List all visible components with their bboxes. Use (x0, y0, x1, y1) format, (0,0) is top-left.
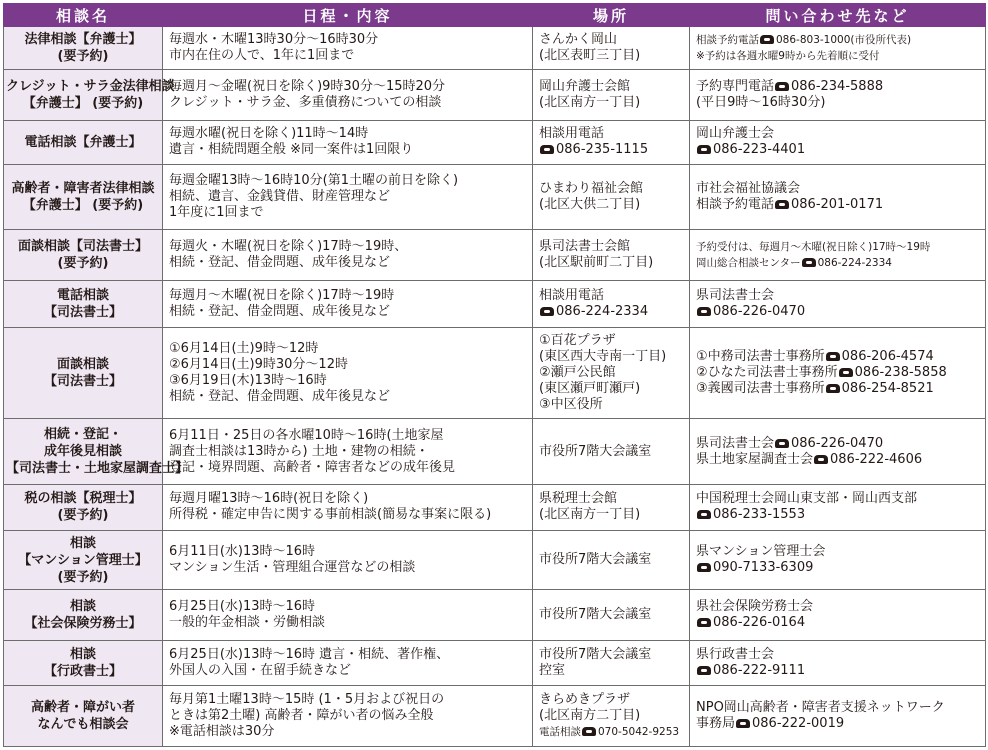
schedule-line: ②6月14日(土)9時30分〜12時 (169, 357, 348, 373)
place-line (539, 142, 683, 158)
place-cell (533, 165, 690, 230)
name-cell (4, 419, 189, 484)
schedule-line: 市内在住の人で、1年に1回まで (169, 47, 355, 63)
phone-number: 070-5042-9253 (598, 725, 680, 738)
place-line: 県税理士会館 (539, 491, 618, 507)
contact-line (696, 663, 979, 679)
name-line: 成年後見相談 (43, 444, 122, 460)
place-line: ひまわり福祉会館 (539, 181, 644, 197)
name-line: 税の相談【税理士】 (24, 491, 142, 507)
place-cell (533, 327, 690, 419)
telephone-icon (582, 727, 596, 736)
contact-cell (690, 531, 986, 590)
place-line: 県司法書士会館 (539, 239, 631, 255)
schedule-line: 1年度に1回まで (169, 205, 264, 221)
contact-cell (690, 281, 986, 328)
name-line: 電話相談【弁護士】 (24, 134, 142, 150)
name-line: 【マンション管理士】 (18, 552, 148, 568)
name-line: 高齢者・障害者法律相談 (11, 181, 155, 197)
table-row (4, 641, 986, 686)
name-cell (4, 531, 163, 590)
telephone-icon (826, 384, 840, 393)
schedule-line: 毎週月〜木曜(祝日を除く)17時〜19時 (169, 288, 395, 304)
contact-line (696, 142, 979, 158)
phone-number: 086-254-8521 (841, 381, 934, 397)
table-row (4, 327, 986, 419)
name-line: 【弁護士】 (要予約) (22, 198, 144, 214)
place-line: 岡山弁護士会館 (539, 78, 631, 94)
name-line: 【司法書士・土地家屋調査士】 (6, 461, 189, 477)
phone-number: 086-222-0019 (752, 715, 845, 731)
name-cell (4, 165, 163, 230)
telephone-icon (802, 258, 816, 267)
contact-line-text: 中国税理士会岡山東支部・岡山西支部 (696, 491, 918, 507)
header-place: 場所 (533, 4, 690, 27)
table-body (4, 27, 986, 747)
schedule-cell (163, 165, 533, 230)
name-cell (4, 230, 163, 281)
contact-line (696, 716, 979, 732)
contact-line (696, 197, 979, 213)
schedule-cell (163, 27, 533, 70)
table-row (4, 120, 986, 165)
contact-line-text: 岡山総合相談センター (696, 257, 801, 270)
name-line: 相談 (69, 535, 96, 551)
name-cell (4, 120, 163, 165)
table-row (4, 590, 986, 641)
place-line (539, 304, 683, 320)
telephone-icon (775, 200, 789, 209)
name-line: 相続・登記・ (43, 427, 122, 443)
telephone-icon (736, 719, 750, 728)
contact-line-text: 県行政書士会 (696, 647, 775, 662)
phone-number: 086-226-0470 (791, 435, 884, 451)
schedule-line: 6月11日(水)13時〜16時 (169, 544, 316, 560)
phone-number: 086-206-4574 (841, 349, 934, 365)
schedule-line: マンション生活・管理組合運営などの相談 (169, 560, 416, 576)
contact-line (696, 349, 979, 365)
name-line: (要予約) (57, 48, 109, 64)
contact-cell (690, 27, 986, 70)
name-line: (要予約) (57, 256, 109, 272)
phone-number: 086-233-1553 (713, 507, 806, 523)
name-line: クレジット・サラ金法律相談 (6, 78, 175, 94)
place-cell (533, 69, 690, 120)
place-line (539, 126, 683, 142)
contact-line-text: 県土地家屋調査士会 (696, 451, 814, 467)
contact-line-text: ①中務司法書士事務所 (696, 349, 825, 365)
phone-number: 086-238-5858 (854, 365, 947, 381)
schedule-line: 相続・登記、借金問題、成年後見など (169, 304, 391, 320)
place-cell (533, 230, 690, 281)
contact-line-text: 相談予約電話 (696, 33, 759, 46)
schedule-line: 相続、遺言、金銭貸借、財産管理など (169, 189, 391, 205)
place-line: さんかく岡山 (539, 31, 618, 47)
place-line-text: 相談用電話 (539, 288, 605, 304)
table-row (4, 281, 986, 328)
contact-line-text: 予約受付は、毎週月〜木曜(祝日除く)17時〜19時 (696, 241, 931, 254)
place-line: 市役所7階大会議室 (539, 647, 652, 662)
table-row (4, 230, 986, 281)
place-line: ①百花プラザ (539, 333, 616, 349)
schedule-line: 毎週月曜13時〜16時(祝日を除く) (169, 491, 369, 507)
name-line: 電話相談 (56, 288, 109, 304)
place-line (539, 288, 683, 304)
phone-number: 086-226-0470 (713, 304, 806, 320)
name-line: 面談相談 (56, 357, 109, 373)
schedule-line: 毎週水・木曜13時30分〜16時30分 (169, 31, 379, 47)
contact-line (696, 79, 979, 95)
name-line: 法律相談【弁護士】 (24, 31, 142, 47)
contact-cell (690, 484, 986, 531)
schedule-cell (163, 120, 533, 165)
phone-number: 086-222-9111 (713, 663, 806, 678)
schedule-cell (163, 531, 533, 590)
schedule-line: 一般的年金相談・労働相談 (169, 615, 326, 631)
telephone-icon (839, 368, 853, 377)
place-line-text: 相談用電話 (539, 126, 605, 142)
telephone-icon (697, 307, 711, 316)
contact-cell (690, 685, 986, 746)
table-row (4, 27, 986, 70)
name-cell (4, 281, 163, 328)
schedule-cell (163, 69, 533, 120)
contact-line-text: 市社会福祉協議会 (696, 181, 801, 197)
contact-cell (690, 230, 986, 281)
schedule-line: 所得税・確定申告に関する事前相談(簡易な事案に限る) (169, 507, 492, 523)
schedule-line: 毎週月〜金曜(祝日を除く)9時30分〜15時20分 (169, 78, 446, 94)
phone-number: 086-222-4606 (830, 451, 923, 467)
schedule-line: 外国人の入国・在留手続きなど (169, 663, 352, 678)
contact-line-text: 事務局 (696, 715, 736, 731)
place-line: (東区西大寺南一丁目) (539, 349, 667, 365)
telephone-icon (775, 82, 789, 91)
phone-number: 086-223-4401 (713, 142, 806, 158)
name-cell (4, 27, 163, 70)
contact-line-text: 岡山弁護士会 (696, 126, 775, 142)
place-cell (533, 120, 690, 165)
table-row (4, 165, 986, 230)
contact-line-text: ③義國司法書士事務所 (696, 381, 825, 397)
schedule-line: 毎週水曜(祝日を除く)11時〜14時 (169, 126, 369, 142)
contact-line (696, 126, 979, 142)
table-row (4, 685, 986, 746)
contact-line-text: 県司法書士会 (696, 288, 775, 304)
schedule-line: 遺言・相続問題全般 ※同一案件は1回限り (169, 142, 414, 158)
name-cell (4, 685, 163, 746)
place-line (539, 708, 683, 724)
contact-line (696, 560, 979, 576)
contact-line-text: 相談予約電話 (696, 197, 775, 213)
place-cell (533, 27, 690, 70)
name-line: (要予約) (57, 569, 109, 585)
phone-number: 086-224-2334 (556, 304, 649, 320)
contact-line (696, 365, 979, 381)
header-contact: 問い合わせ先など (690, 4, 986, 27)
name-line: (要予約) (57, 508, 109, 524)
place-line: ②瀬戸公民館 (539, 365, 616, 381)
telephone-icon (760, 35, 774, 44)
name-line: 【行政書士】 (43, 664, 122, 679)
telephone-icon (697, 510, 711, 519)
place-cell (533, 641, 690, 686)
name-line: 面談相談【司法書士】 (17, 239, 148, 255)
contact-line (696, 48, 979, 64)
contact-line (696, 255, 979, 271)
name-cell (4, 590, 163, 641)
contact-line-text: 予約専門電話 (696, 78, 775, 94)
place-line-text: 電話相談 (539, 725, 581, 738)
contact-line-text: 県社会保険労務士会 (696, 599, 814, 615)
contact-line-text: ②ひなた司法書士事務所 (696, 365, 838, 381)
name-line: 【弁護士】 (要予約) (22, 95, 144, 111)
schedule-line: 毎月第1土曜13時〜15時 (1・5月および祝日の (169, 691, 445, 707)
place-line: 控室 (539, 663, 566, 678)
table-row (4, 69, 986, 120)
place-line (539, 724, 683, 740)
contact-line (696, 381, 979, 397)
name-line: なんでも相談会 (37, 716, 129, 732)
contact-cell (690, 69, 986, 120)
place-line: (北区南方一丁目) (539, 507, 641, 523)
contact-line (696, 491, 979, 507)
contact-line (696, 32, 979, 48)
header-name: 相談名 (4, 4, 163, 27)
place-cell (533, 484, 690, 531)
telephone-icon (697, 145, 711, 154)
schedule-line: ※電話相談は30分 (169, 723, 275, 739)
contact-line (696, 544, 979, 560)
name-cell (4, 484, 163, 531)
phone-number: 086-226-0164 (713, 615, 806, 631)
place-line: 市役所7階大会議室 (539, 443, 652, 459)
consultation-table (3, 3, 986, 747)
place-line: ③中区役所 (539, 397, 603, 413)
contact-line (696, 239, 979, 255)
phone-number: 086-234-5888 (791, 78, 884, 94)
telephone-icon (826, 352, 840, 361)
contact-cell (690, 165, 986, 230)
schedule-line: 毎週金曜13時〜16時10分(第1土曜の前日を除く) (169, 173, 459, 189)
schedule-line: ③6月19日(木)13時〜16時 (169, 373, 327, 389)
schedule-line: 調査士相談は13時から) 土地・建物の相続・ (169, 443, 429, 459)
telephone-icon (697, 666, 711, 675)
table-row (4, 419, 986, 484)
telephone-icon (814, 455, 828, 464)
schedule-line: 毎週火・木曜(祝日を除く)17時〜19時、 (169, 239, 408, 255)
contact-line (696, 288, 979, 304)
name-line: 相談 (69, 647, 96, 662)
name-cell (4, 327, 163, 419)
phone-number: 090-7133-6309 (713, 560, 814, 576)
place-line: (北区駅前町二丁目) (539, 255, 654, 271)
schedule-line: 6月11日・25日の各水曜10時〜16時(土地家屋 (169, 427, 444, 443)
place-line (539, 692, 683, 708)
contact-line-text: 県マンション管理士会 (696, 544, 826, 560)
table-header-row (4, 4, 986, 27)
contact-line (696, 647, 979, 663)
contact-cell (690, 590, 986, 641)
name-cell (4, 641, 163, 686)
table-row (4, 531, 986, 590)
name-line: 【司法書士】 (43, 374, 122, 390)
schedule-line: 相続・登記、借金問題、成年後見など (169, 389, 391, 405)
schedule-line: 6月25日(水)13時〜16時 遺言・相続、著作権、 (169, 647, 450, 662)
telephone-icon (697, 618, 711, 627)
contact-line (696, 181, 979, 197)
contact-line-text: (平日9時〜16時30分) (696, 94, 826, 110)
schedule-cell (163, 327, 533, 419)
schedule-line: 登記・境界問題、高齢者・障害者などの成年後見 (169, 459, 456, 475)
place-line: (北区表町三丁目) (539, 47, 641, 63)
table-row (4, 484, 986, 531)
contact-cell (690, 419, 986, 484)
place-cell (533, 531, 690, 590)
telephone-icon (540, 145, 554, 154)
contact-line (696, 700, 979, 716)
place-line: 市役所7階大会議室 (539, 552, 652, 568)
place-line-text: (北区南方二丁目) (539, 707, 641, 723)
schedule-line: 相続・登記、借金問題、成年後見など (169, 255, 391, 271)
contact-line (696, 304, 979, 320)
place-line: 市役所7階大会議室 (539, 607, 652, 623)
contact-line-text: 県司法書士会 (696, 435, 775, 451)
schedule-line: ①6月14日(土)9時〜12時 (169, 341, 319, 357)
schedule-cell (163, 230, 533, 281)
name-line: 高齢者・障がい者 (30, 699, 135, 715)
contact-line (696, 436, 979, 452)
place-line: (東区瀬戸町瀬戸) (539, 381, 641, 397)
place-cell (533, 281, 690, 328)
telephone-icon (540, 307, 554, 316)
telephone-icon (697, 563, 711, 572)
contact-line-text: ※予約は各週水曜9時から先着順に受付 (696, 49, 880, 62)
phone-number: 086-201-0171 (791, 197, 884, 213)
contact-line (696, 615, 979, 631)
telephone-icon (775, 439, 789, 448)
schedule-line: ときは第2土曜) 高齢者・障がい者の悩み全般 (169, 707, 434, 723)
place-line: (北区南方一丁目) (539, 94, 641, 110)
name-cell (4, 69, 175, 120)
name-line: 相談 (69, 599, 96, 615)
contact-line-text: NPO岡山高齢者・障害者支援ネットワーク (696, 699, 945, 715)
phone-number: 086-235-1115 (556, 142, 649, 158)
schedule-cell (163, 590, 533, 641)
contact-line (696, 507, 979, 523)
phone-number: 086-224-2334 (817, 257, 892, 270)
contact-cell (690, 641, 986, 686)
place-line: (北区大供二丁目) (539, 197, 641, 213)
phone-number: 086-803-1000(市役所代表) (776, 33, 912, 46)
place-line-text: きらめきプラザ (539, 691, 631, 707)
contact-cell (690, 120, 986, 165)
contact-line (696, 95, 979, 111)
place-cell (533, 590, 690, 641)
schedule-cell (163, 484, 533, 531)
place-cell (533, 419, 690, 484)
contact-cell (690, 327, 986, 419)
schedule-line: 6月25日(水)13時〜16時 (169, 599, 316, 615)
schedule-line: クレジット・サラ金、多重債務についての相談 (169, 94, 442, 110)
schedule-cell (163, 281, 533, 328)
header-schedule: 日程・内容 (163, 4, 533, 27)
schedule-cell (163, 641, 533, 686)
name-line: 【司法書士】 (43, 305, 122, 321)
schedule-cell (163, 685, 533, 746)
name-line: 【社会保険労務士】 (24, 616, 142, 632)
place-cell (533, 685, 690, 746)
contact-line (696, 599, 979, 615)
contact-line (696, 452, 979, 468)
schedule-cell (163, 419, 533, 484)
